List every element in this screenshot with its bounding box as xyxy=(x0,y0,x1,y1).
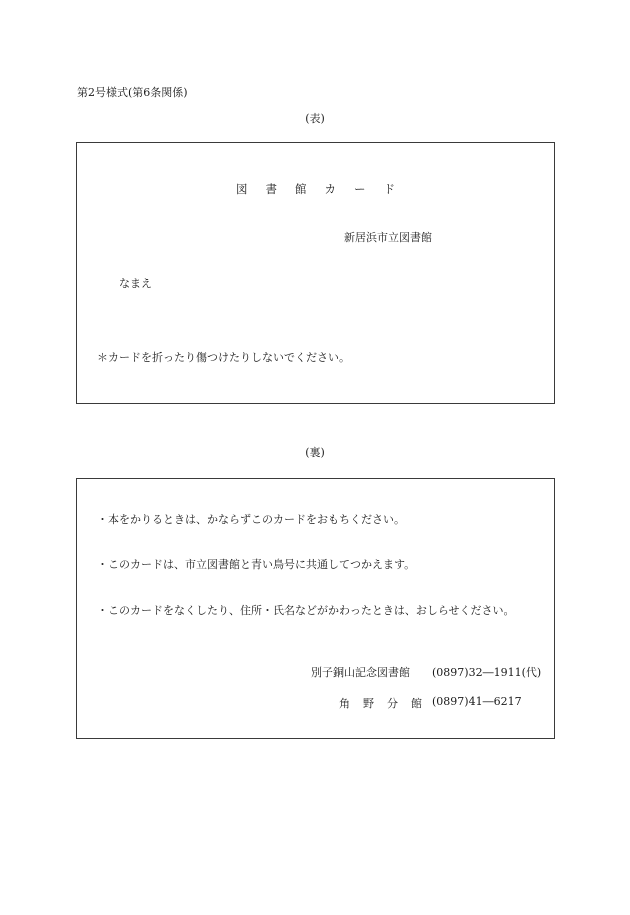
front-side-label: (表) xyxy=(305,112,325,125)
usage-rule: ・本をかりるときは、かならずこのカードをおもちください。 xyxy=(97,513,405,526)
library-name: 新居浜市立図書館 xyxy=(344,231,432,244)
contact-name: 角野分館 xyxy=(339,697,435,710)
form-number: 第2号様式(第6条関係) xyxy=(77,86,188,99)
care-notice: ＊カードを折ったり傷つけたりしないでください。 xyxy=(97,351,350,364)
contact-phone: (0897)32―1911(代) xyxy=(432,666,542,679)
contact-name: 別子銅山記念図書館 xyxy=(311,666,410,679)
contact-phone: (0897)41―6217 xyxy=(432,695,522,708)
library-card-front xyxy=(76,142,555,404)
card-title: 図書館カード xyxy=(236,182,413,196)
name-label: なまえ xyxy=(119,277,152,290)
back-side-label: (裏) xyxy=(305,446,325,459)
usage-rule: ・このカードは、市立図書館と青い鳥号に共通してつかえます。 xyxy=(97,558,416,571)
library-card-back xyxy=(76,478,555,739)
usage-rule: ・このカードをなくしたり、住所・氏名などがかわったときは、おしらせください。 xyxy=(97,604,515,617)
